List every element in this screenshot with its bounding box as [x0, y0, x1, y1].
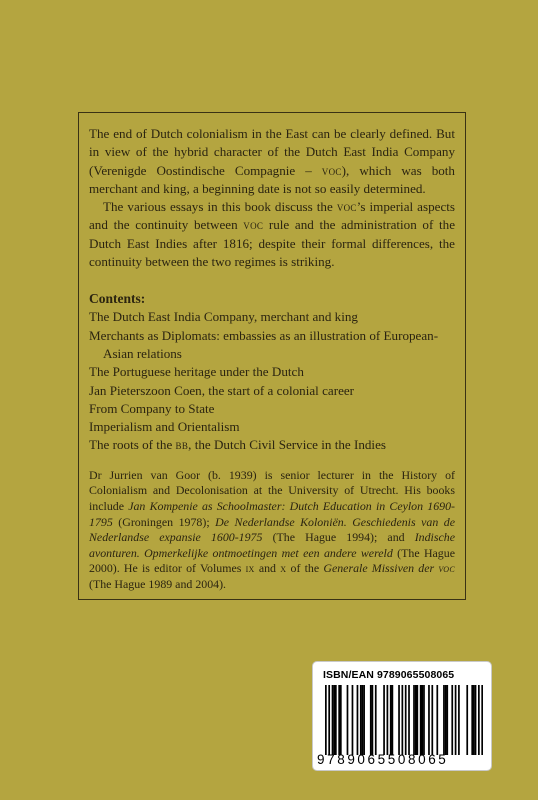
barcode-digits: 9789065508065 — [317, 752, 449, 767]
barcode-bar — [473, 685, 475, 755]
barcode-bar — [363, 685, 365, 755]
barcode-bar — [332, 685, 334, 755]
barcode-bar — [478, 685, 480, 755]
author-bio — [89, 468, 455, 593]
book-title: Jan Kompenie as Schoolmaster: Dutch Education in Ceylon 1690-1795 — [89, 498, 455, 529]
contents-item: The Portuguese heritage under the Dutch — [89, 364, 304, 380]
blurb-text: ’s imperial aspects and the continuity between — [89, 199, 455, 233]
book-title — [323, 561, 455, 575]
barcode-bar — [436, 685, 438, 755]
barcode-bar — [335, 685, 337, 755]
barcode-bar — [352, 685, 354, 755]
barcode-bar — [402, 685, 404, 755]
barcode-bar — [455, 685, 457, 755]
barcode-bar — [416, 685, 418, 755]
contents-item: From Company to State — [89, 400, 215, 416]
barcode-bar — [375, 685, 377, 755]
text-panel — [78, 112, 466, 600]
bb-abbrev: bb — [175, 437, 189, 453]
barcode-bar — [431, 685, 433, 755]
barcode-bar — [408, 685, 410, 755]
bio-text: (The Hague 1989 and 2004). — [89, 576, 227, 591]
contents-item: Jan Pieterszoon Coen, the start of a colonial career — [89, 382, 355, 398]
barcode-bar — [415, 685, 417, 755]
contents-text: The roots of the — [89, 437, 176, 453]
barcode-bar — [445, 685, 447, 755]
volume-number: x — [280, 561, 287, 576]
barcode-bar — [413, 685, 415, 755]
barcode-bar — [475, 685, 477, 755]
bio-text: of the — [286, 561, 324, 576]
barcode-bar — [466, 685, 468, 755]
barcode-bar — [370, 685, 372, 755]
contents-section — [89, 290, 455, 454]
blurb-text: ), which was both merchant and king, a beginning date is not so easily determined. — [89, 162, 455, 196]
barcode-icon — [325, 685, 483, 755]
barcode-bar — [392, 685, 394, 755]
barcode-bar — [360, 685, 362, 755]
voc-abbrev: voc — [243, 217, 264, 233]
barcode-bar — [325, 685, 327, 755]
barcode-bar — [328, 685, 330, 755]
barcode-bar — [340, 685, 342, 755]
book-title-text: Generale Missiven der — [323, 561, 439, 576]
barcode-bar — [338, 685, 340, 755]
contents-item: Imperialism and Orientalism — [89, 419, 240, 435]
voc-abbrev: voc — [438, 561, 456, 576]
blurb-text: rule and the administration of the Dutch East Indies after 1816; despite their formal differences, the continuity between the two regimes is striking. — [89, 217, 455, 270]
contents-list — [89, 308, 455, 454]
barcode-bar — [458, 685, 460, 755]
barcode-bar — [372, 685, 374, 755]
barcode-bar — [446, 685, 448, 755]
barcode-bar — [347, 685, 349, 755]
blurb-paragraph-1 — [89, 125, 455, 198]
book-title: De Nederlandse Koloniën. Geschiedenis van de Nederlandse expansie 1600-1975 — [89, 514, 455, 545]
barcode-bar — [443, 685, 445, 755]
barcode-bar — [383, 685, 385, 755]
voc-abbrev: voc — [321, 162, 342, 178]
barcode-bar — [428, 685, 430, 755]
barcode-bar — [390, 685, 392, 755]
bio-text: Dr Jurrien van Goor (b. 1939) is senior lecturer in the History of Colonialism and Decolonisation at the University of Utrecht. His books include — [89, 467, 455, 513]
barcode-bar — [471, 685, 473, 755]
blurb — [89, 125, 455, 271]
voc-abbrev: voc — [336, 199, 357, 215]
bio-text: (The Hague 2000). He is editor of Volumes — [89, 545, 455, 576]
bio-text: (The Hague 1994); and — [262, 530, 415, 545]
barcode-bar — [481, 685, 483, 755]
bio-text: (Groningen 1978); — [112, 514, 216, 529]
barcode-bar — [398, 685, 400, 755]
author-bio-text — [89, 468, 455, 593]
contents-heading: Contents: — [89, 291, 146, 307]
book-title: Indische avonturen. Opmerkelijke ontmoetingen met een andere wereld — [89, 530, 455, 560]
barcode-bar — [421, 685, 423, 755]
barcode-bar — [333, 685, 335, 755]
contents-item: Merchants as Diplomats: embassies as an illustration of European-Asian relations — [89, 327, 439, 361]
barcode-bar — [387, 685, 389, 755]
barcode-bar — [451, 685, 453, 755]
volume-number: ix — [245, 561, 255, 576]
blurb-text: The end of Dutch colonialism in the East can be clearly defined. But in view of the hybrid character of the Dutch East India Company (Verenigde Oostindische Compagnie – — [89, 126, 455, 178]
barcode-bar — [423, 685, 425, 755]
blurb-text: The various essays in this book discuss the — [103, 199, 337, 215]
isbn-label: ISBN/EAN 9789065508065 — [323, 669, 455, 681]
contents-text: , the Dutch Civil Service in the Indies — [188, 437, 386, 453]
barcode-bar — [362, 685, 364, 755]
barcode-label — [312, 661, 492, 771]
barcode-bar — [357, 685, 359, 755]
bio-text: and — [254, 561, 281, 576]
contents-item — [89, 436, 455, 454]
barcode-bar — [420, 685, 422, 755]
barcode-bar — [405, 685, 407, 755]
blurb-paragraph-2 — [89, 198, 455, 271]
contents-item: The Dutch East India Company, merchant and king — [89, 309, 358, 325]
